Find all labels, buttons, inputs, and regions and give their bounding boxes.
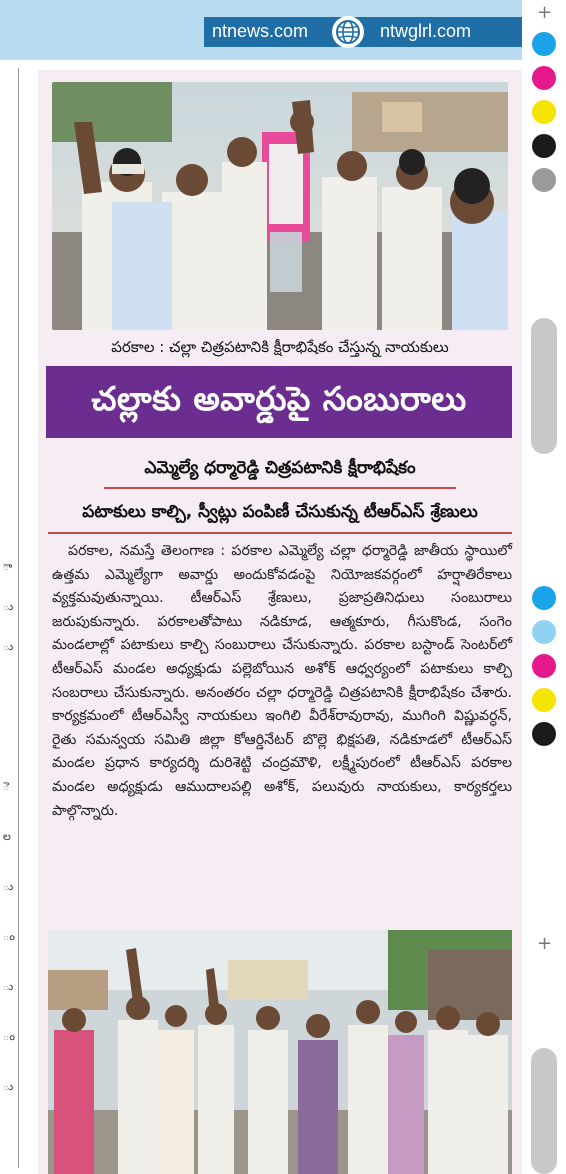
site-name-right: ntwglrl.com xyxy=(380,21,472,41)
black-swatch xyxy=(532,722,556,746)
subheading-underline xyxy=(104,487,456,489)
adjacent-column-fragment: ం xyxy=(3,930,15,943)
site-name-left: ntnews.com xyxy=(212,21,309,41)
globe-icon xyxy=(332,16,364,48)
light-cyan-swatch xyxy=(532,620,556,644)
adjacent-column-fragment: ా xyxy=(3,560,13,573)
article-body: పరకాల, నమస్తే తెలంగాణ : పరకాల ఎమ్మెల్యే చల్లా ధర్మారెడ్డి జాతీయ స్థాయిలో ఉత్తమ ఎమ్మెల్యేగా అవార్డు అందుకోవడంపై నియోజకవర్గంలో హర్షాతిరేకాలు వ్యక్తమవుతున్నాయి. టీఆర్ఎస్ శ్రేణులు, ప్రజాప్రతినిధులు సంబురాలు జరుపుకున్నారు. పరకాలతోపాటు నడికూడ, ఆత్మకూరు, గీసుకొండ, సంగెం మండలాల్లో పటాకులు కాల్చి సంబురాలు చేసుకున్నారు. పరకాల బస్టాండ్ సెంటర్‌లో టీఆర్ఎస్ మండల అధ్యక్షుడు పల్లెబోయిన అశోక్ ఆధ్వర్యంలో పటాకులు కాల్చి సంబరాలు చేసుకున్నారు. అనంతరం చల్లా ధర్మారెడ్డి చిత్రపటానికి క్షీరాభిషేకం చేశారు. కార్యక్రమంలో టీఆర్ఎస్వీ నాయకులు ఇంగిలి వీరేశ్‌రావురావు, ముగింగి విష్ణువర్ధన్, రైతు సమన్వయ సమితి జిల్లా కోఆర్డినేటర్ బొల్లె భిక్షపతి, నడికూడలో టీఆర్ఎస్ మండల ప్రధాన కార్యదర్శి దురిశెట్టి చంద్రమౌళి, లక్ష్మీపురంలో టీఆర్ఎస్ పరకాల మండల అధ్యక్షుడు ఆముదాలపల్లి అశోక్, పలువురు నాయకులు, కార్యకర్తలు పాల్గొన్నారు. xyxy=(52,543,512,819)
cyan-swatch xyxy=(532,586,556,610)
registration-cross-icon: + xyxy=(537,2,553,23)
cyan-swatch xyxy=(532,32,556,56)
adjacent-column-fragment: ు xyxy=(3,1080,14,1093)
black-swatch xyxy=(532,134,556,158)
adjacent-column-fragment: ల xyxy=(3,830,11,843)
magenta-swatch xyxy=(532,66,556,90)
yellow-swatch xyxy=(532,688,556,712)
yellow-swatch xyxy=(532,100,556,124)
group-photo xyxy=(48,930,512,1174)
adjacent-column-fragment: ు xyxy=(3,980,14,993)
masthead-bar xyxy=(204,17,522,47)
column-divider xyxy=(18,68,19,1168)
adjacent-column-fragment: ం xyxy=(3,1030,15,1043)
registration-cross-icon: + xyxy=(537,933,553,954)
gray-swatch xyxy=(532,168,556,192)
headline: చల్లాకు అవార్డుపై సంబురాలు xyxy=(46,366,512,438)
adjacent-column-fragment: ె xyxy=(3,780,10,793)
adjacent-column-fragment: ు xyxy=(3,880,14,893)
photo-caption: పరకాల : చల్లా చిత్రపటానికి క్షీరాభిషేకం చేస్తున్న నాయకులు xyxy=(111,338,449,356)
article-panel xyxy=(38,70,522,1174)
celebration-photo xyxy=(52,82,508,330)
adjacent-column-fragment: ు xyxy=(3,600,14,613)
subheading-underline xyxy=(48,532,512,534)
subheading-primary: ఎమ్మెల్యే ధర్మారెడ్డి చిత్రపటానికి క్షీరాభిషేకం xyxy=(144,458,416,478)
adjacent-column-fragment: ు xyxy=(3,640,14,653)
registration-bar xyxy=(531,318,557,454)
registration-bar xyxy=(531,1048,557,1174)
magenta-swatch xyxy=(532,654,556,678)
subheading-secondary: పటాకులు కాల్చి, స్వీట్లు పంపిణీ చేసుకున్న టీఆర్ఎస్ శ్రేణులు xyxy=(82,502,478,522)
